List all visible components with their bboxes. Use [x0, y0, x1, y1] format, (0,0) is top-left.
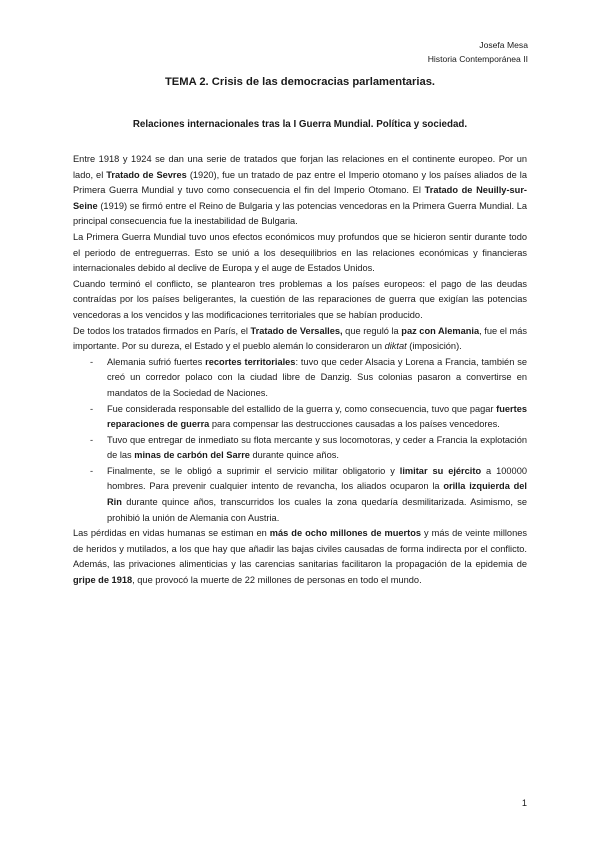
text-run: durante quince años. — [249, 450, 339, 461]
header-author: Josefa Mesa — [479, 40, 528, 50]
text-run: (imposición). — [406, 341, 462, 352]
text-run: La Primera Guerra Mundial tuvo unos efectos económicos muy profundos que se hicieron sentir durante todo el periodo de entreguerras. Esto se unió a los desequilibrios en las relaciones económicas y financieras internacionales debido al declive de Europa y el auge de Estados Unidos. — [73, 231, 527, 274]
list-item — [73, 402, 527, 433]
bold-term: orilla izquierda del Rin — [107, 481, 527, 508]
list-dash: - — [90, 403, 94, 414]
bold-term: más de ocho millones de muertos — [269, 528, 421, 539]
list-item — [73, 433, 527, 464]
bold-term: minas de carbón del Sarre — [134, 450, 250, 461]
italic-term: diktat — [384, 341, 407, 352]
text-run: De todos los tratados firmados en París, el — [73, 325, 251, 336]
text-run: y más de veinte millones de heridos y mutilados, a los que hay que añadir las bajas civiles causadas de forma indirecta por el conflicto. Además, las privaciones alimenticias y las carencias sanitarias facilitaron la propagación de la epidemia de — [73, 528, 527, 570]
bold-term: fuertes reparaciones de guerra — [107, 403, 527, 430]
text-run: Finalmente, se le obligó a suprimir el servicio militar obligatorio y — [107, 465, 400, 476]
text-run: durante quince años, transcurridos los cuales la zona quedaría desmilitarizada. Asimismo, se prohibió la unión de Alemania con Austria. — [107, 497, 527, 523]
text-run: Entre 1918 y 1924 se dan una serie de tratados que forjan las relaciones en el continente europeo. Por un lado, el — [73, 154, 527, 180]
bold-term: Tratado de Neuilly-sur-Seine — [73, 185, 528, 211]
list-dash: - — [90, 465, 94, 476]
paragraph-versailles — [73, 324, 527, 355]
text-run: Fue considerada responsable del estallido de la guerra y, como consecuencia, tuvo que pagar — [107, 403, 497, 414]
list-dash: - — [90, 434, 94, 445]
bold-term: Tratado de Versalles, — [250, 325, 343, 336]
paragraph-economic-effects — [73, 230, 527, 277]
header-course: Historia Contemporánea II — [427, 54, 528, 64]
page-number: 1 — [521, 798, 527, 808]
text-run: que reguló la — [342, 325, 402, 336]
text-run: Alemania sufrió fuertes — [107, 356, 206, 367]
text-run: Cuando terminó el conflicto, se plantearon tres problemas a los países europeos: el pago de las deudas contraídas por los países beligerantes, la cuestión de las reparaciones de guerra que exigían las potencias vencedoras a los vencidos y las modificaciones territoriales que se habían producido. — [73, 278, 527, 320]
document-subtitle: Relaciones internacionales tras la I Guerra Mundial. Política y sociedad. — [132, 119, 468, 130]
text-run: a 100000 hombres. Para prevenir cualquier intento de revancha, los aliados ocuparon la — [107, 465, 527, 492]
document-title: TEMA 2. Crisis de las democracias parlamentarias. — [164, 76, 436, 88]
paragraph-losses — [73, 526, 527, 588]
text-run: para compensar las destrucciones causadas a los países vencedores. — [209, 419, 500, 430]
list-dash: - — [90, 356, 94, 367]
document-body — [73, 152, 527, 589]
bold-term: paz con Alemania — [401, 325, 480, 336]
text-run: (1920), fue un tratado de paz entre el Imperio otomano y los países aliados de la Primera Guerra Mundial y tuvo como consecuencia el fin del Imperio Otomano. El — [73, 169, 527, 196]
bold-term: recortes territoriales — [205, 356, 296, 367]
bold-term: limitar su ejército — [399, 465, 482, 476]
text-run: (1919) se firmó entre el Reino de Bulgaria y las potencias vencedoras en la Primera Guerra Mundial. La principal consecuencia fue la inestabilidad de Bulgaria. — [73, 200, 527, 227]
text-run: , que provocó la muerte de 22 millones de personas en todo el mundo. — [132, 575, 422, 586]
text-run: : tuvo que ceder Alsacia y Lorena a Francia, también se creó un corredor polaco con la ciudad libre de Danzig. Sus colonias pasaron a convertirse en mandatos de la Sociedad de Naciones. — [107, 356, 528, 398]
list-item — [73, 355, 527, 402]
bold-term: Tratado de Sevres — [106, 169, 187, 180]
versailles-consequences-list — [73, 355, 527, 527]
list-item — [73, 464, 527, 526]
paragraph-three-problems — [73, 277, 527, 324]
text-run: Tuvo que entregar de inmediato su flota mercante y sus locomotoras, y ceder a Francia la explotación de las — [107, 434, 527, 461]
text-run: , fue el más importante. Por su dureza, el Estado y el pueblo alemán lo consideraron un — [73, 325, 527, 352]
page-header — [428, 38, 528, 66]
text-run: Las pérdidas en vidas humanas se estiman en — [73, 528, 270, 539]
paragraph-treaties — [73, 152, 527, 230]
bold-term: gripe de 1918 — [73, 575, 133, 586]
